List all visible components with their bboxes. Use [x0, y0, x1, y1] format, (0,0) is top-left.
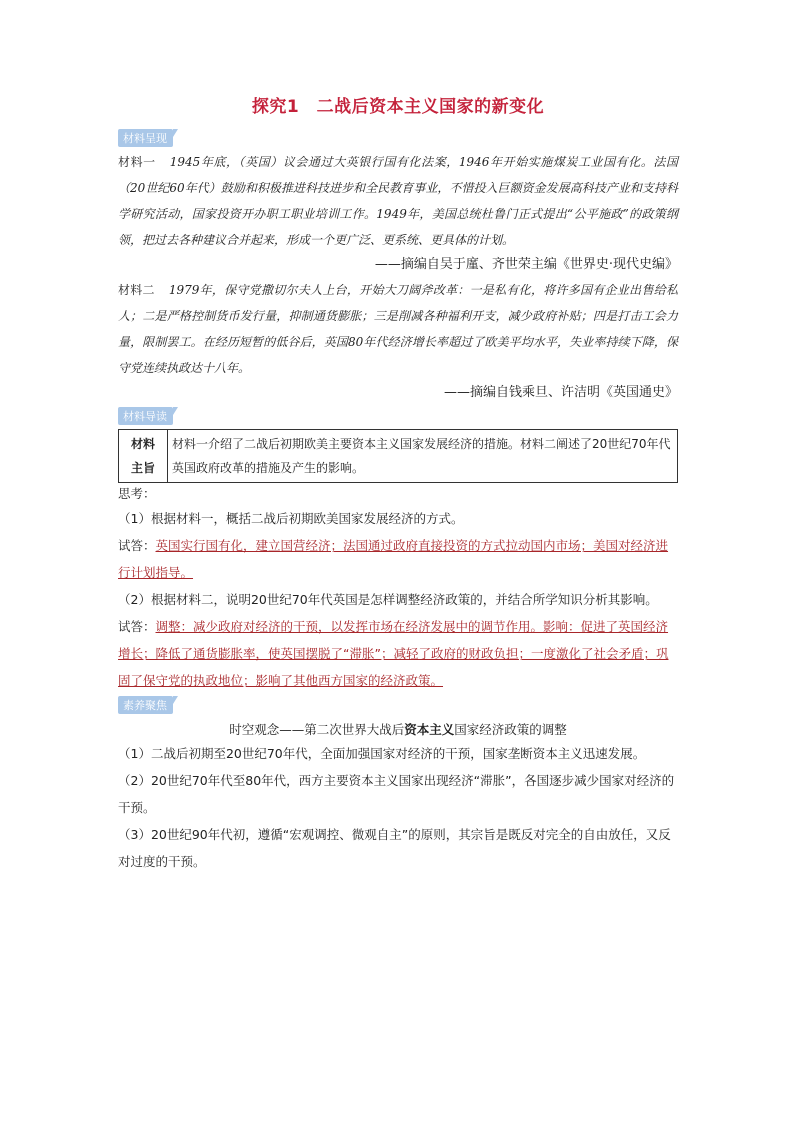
- literacy-point-1: （1）二战后初期至20世纪70年代，全面加强国家对经济的干预，国家垄断资本主义迅速发展。: [118, 746, 646, 761]
- material-one: [118, 149, 678, 253]
- answer-two: [118, 613, 678, 694]
- literacy-subtitle-b: 资本主义: [404, 722, 455, 737]
- document-page: [118, 92, 678, 875]
- answer-two-text: 调整：减少政府对经济的干预，以发挥市场在经济发展中的调节作用。影响：促进了英国经济增长；降低了通货膨胀率，使英国摆脱了“滞胀”；减轻了政府的财政负担；一度激化了社会矛盾；巩固了保守党的执政地位；影响了其他西方国家的经济政策。: [118, 619, 669, 688]
- answer-one-label: 试答：: [118, 538, 156, 553]
- guide-label: [119, 430, 168, 483]
- tag-literacy: 素养聚焦: [118, 696, 173, 714]
- literacy-point-2: （2）20世纪70年代至80年代，西方主要资本主义国家出现经济“滞胀”，各国逐步减少国家对经济的干预。: [118, 773, 675, 815]
- material-one-source: ——摘编自吴于廑、齐世荣主编《世界史·现代史编》: [374, 257, 678, 272]
- answer-one-text: 英国实行国有化，建立国营经济；法国通过政府直接投资的方式拉动国内市场；美国对经济进行计划指导。: [118, 538, 669, 580]
- material-two-text: 1979年，保守党撒切尔夫人上台，开始大刀阔斧改革：一是私有化，将许多国有企业出售给私人；二是严格控制货币发行量，抑制通货膨胀；三是削减各种福利开支，减少政府补贴；四是打击工会力量，限制罢工。在经历短暂的低谷后，英国80年代经济增长率超过了欧美平均水平，失业率持续下降，保守党连续执政达十八年。: [118, 283, 678, 375]
- thinking-heading: 思考：: [118, 486, 156, 501]
- guide-row: [119, 430, 678, 483]
- answer-one: [118, 532, 678, 586]
- tag-material-guide: 材料导读: [118, 407, 173, 425]
- material-two-source: ——摘编自钱乘旦、许洁明《英国通史》: [443, 385, 678, 400]
- guide-table: [118, 429, 678, 483]
- guide-label-line1: 材料: [130, 437, 155, 451]
- guide-label-line2: 主旨: [130, 461, 155, 475]
- guide-text: 材料一介绍了二战后初期欧美主要资本主义国家发展经济的措施。材料二阐述了20世纪70年代英国政府改革的措施及产生的影响。: [168, 430, 678, 483]
- page-title: 探究1 二战后资本主义国家的新变化: [251, 97, 545, 117]
- question-one: （1）根据材料一，概括二战后初期欧美国家发展经济的方式。: [118, 511, 464, 526]
- literacy-subtitle-a: 时空观念——第二次世界大战后: [229, 722, 405, 737]
- tag-material-show: 材料呈现: [118, 129, 173, 147]
- material-one-text: 1945年底，（英国）议会通过大英银行国有化法案，1946年开始实施煤炭工业国有化。法国（20世纪60年代）鼓励和积极推进科技进步和全民教育事业，不惜投入巨额资金发展高科技产业和支持科学研究活动，国家投资开办职工职业培训工作。1949年，美国总统杜鲁门正式提出“公平施政”的政策纲领，把过去各种建议合并起来，形成一个更广泛、更系统、更具体的计划。: [118, 155, 678, 247]
- material-two-label: 材料二: [118, 283, 155, 297]
- question-two: （2）根据材料二，说明20世纪70年代英国是怎样调整经济政策的，并结合所学知识分析其影响。: [118, 592, 658, 607]
- literacy-point-3: （3）20世纪90年代初，遵循“宏观调控、微观自主”的原则，其宗旨是既反对完全的自由放任，又反对过度的干预。: [118, 827, 671, 869]
- material-two: [118, 277, 678, 381]
- answer-two-label: 试答：: [118, 619, 156, 634]
- literacy-subtitle-c: 国家经济政策的调整: [454, 722, 567, 737]
- material-one-label: 材料一: [118, 155, 156, 169]
- literacy-subtitle: [118, 720, 678, 738]
